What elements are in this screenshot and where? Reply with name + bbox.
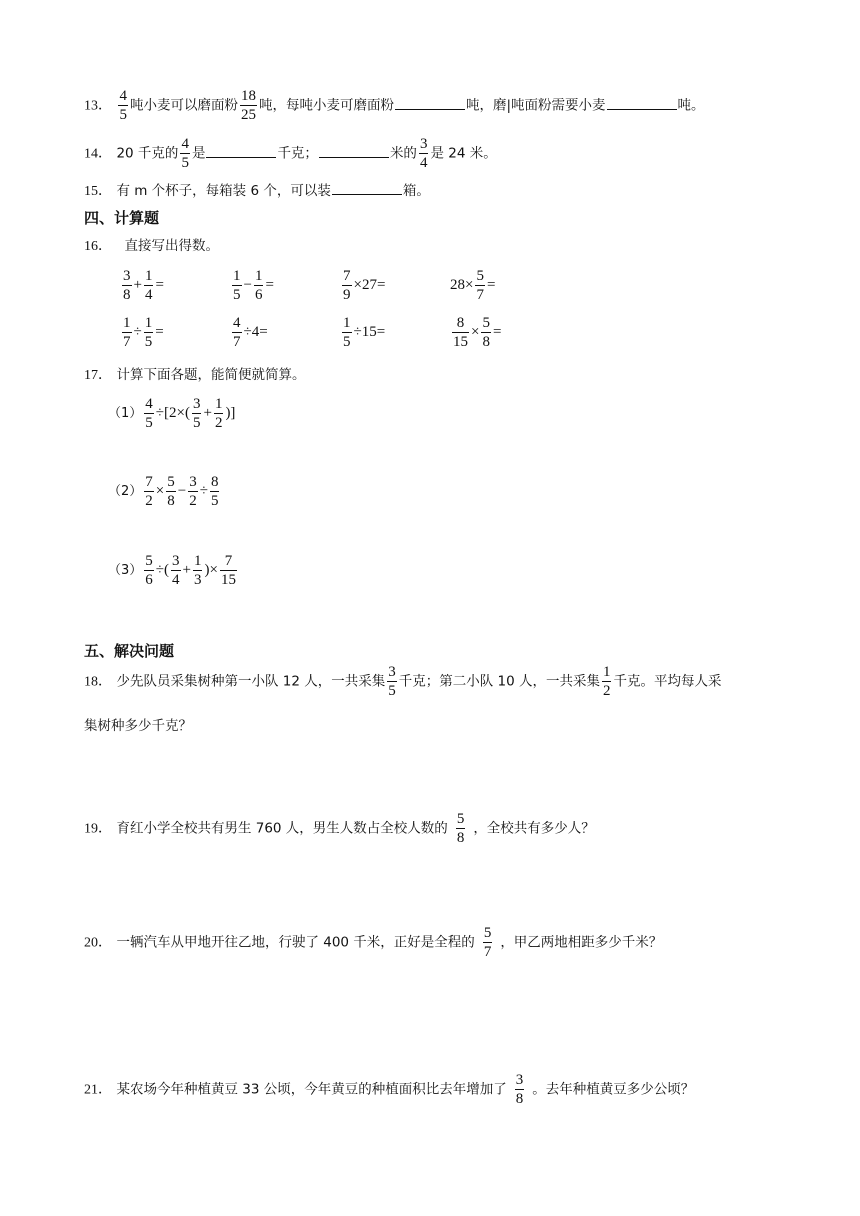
question-number: 16．	[84, 239, 112, 254]
fraction: $\frac{5}{7}$	[483, 925, 492, 960]
calc-problem-3: （3） $\frac{5}{6}$ ÷( $\frac{3}{4}$ + $\frac{1}{3}$ )× $\frac{7}{15}$	[108, 553, 236, 588]
fraction: $\frac{4}{5}$	[119, 88, 127, 123]
fraction: $\frac{4}{5}$	[181, 136, 189, 171]
calc-problem-2: （2） $\frac{7}{2}$ × $\frac{5}{8}$ − $\frac{3}{2}$ ÷ $\frac{8}{5}$	[108, 474, 219, 509]
section-heading: 四、计算题	[84, 209, 160, 227]
question-number: 15．	[84, 184, 112, 199]
fraction: $\frac{18}{25}$	[240, 88, 256, 123]
question-13: 13． $\frac{4}{5}$ 吨小麦可以磨面粉 $\frac{18}{25}$ 吨，每吨小麦可磨面粉 吨，磨|吨面粉需要小麦 吨。	[84, 88, 705, 123]
question-number: 13．	[84, 98, 112, 114]
calc-item: $\frac{4}{7}$ ÷4=	[233, 315, 268, 350]
question-16: 16． 直接写出得数。	[84, 238, 219, 254]
fraction: $\frac{3}{8}$	[515, 1072, 524, 1107]
answer-blank[interactable]	[319, 143, 389, 158]
calc-item: $\frac{3}{8}$ + $\frac{1}{4}$ =	[123, 268, 164, 303]
question-21: 21． 某农场今年种植黄豆 33 公顷，今年黄豆的种植面积比去年增加了 $\frac{3}{8}$ 。去年种植黄豆多少公顷？	[84, 1072, 695, 1107]
fraction: $\frac{1}{2}$	[602, 664, 611, 699]
calc-problem-1: （1） $\frac{4}{5}$ ÷[2×( $\frac{3}{5}$ + $\frac{1}{2}$ )]	[108, 396, 236, 431]
answer-blank[interactable]	[395, 95, 465, 110]
fraction: $\frac{3}{4}$	[419, 136, 428, 171]
answer-blank[interactable]	[206, 143, 276, 158]
question-14: 14． 20 千克的 $\frac{4}{5}$ 是 千克； 米的 $\frac{3}{4}$ 是 24 米。	[84, 136, 497, 171]
question-number: 20．	[84, 935, 112, 951]
calc-item: $\frac{1}{5}$ ÷15=	[343, 315, 386, 350]
question-number: 17．	[84, 368, 112, 383]
question-19: 19． 育红小学全校共有男生 760 人，男生人数占全校人数的 $\frac{5}{8}$ ，全校共有多少人？	[84, 811, 595, 846]
fraction: $\frac{3}{5}$	[388, 664, 396, 699]
answer-blank[interactable]	[332, 180, 402, 195]
calc-item: $\frac{1}{7}$ ÷ $\frac{1}{5}$ =	[123, 315, 164, 350]
question-number: 19．	[84, 821, 112, 837]
question-number: 14．	[84, 146, 112, 162]
question-20: 20． 一辆汽车从甲地开往乙地，行驶了 400 千米，正好是全程的 $\frac{5}{7}$ ，甲乙两地相距多少千米？	[84, 925, 663, 960]
question-number: 18．	[84, 674, 112, 690]
question-18-continued: 集树种多少千克？	[84, 718, 192, 734]
calc-item: 28× $\frac{5}{7}$ =	[450, 268, 496, 303]
question-number: 21．	[84, 1082, 112, 1098]
question-18: 18． 少先队员采集树种第一小队 12 人，一共采集 $\frac{3}{5}$ 千克；第二小队 10 人，一共采集 $\frac{1}{2}$ 千克。平均每人采	[84, 664, 722, 699]
question-15: 15． 有 m 个杯子，每箱装 6 个，可以装 箱。	[84, 180, 430, 202]
fraction: $\frac{5}{8}$	[456, 811, 465, 846]
section-heading: 五、解决问题	[84, 642, 175, 660]
calc-item: $\frac{8}{15}$ × $\frac{5}{8}$ =	[453, 315, 502, 350]
calc-item: $\frac{7}{9}$ ×27=	[343, 268, 386, 303]
answer-blank[interactable]	[607, 95, 677, 110]
calc-item: $\frac{1}{5}$ − $\frac{1}{6}$ =	[233, 268, 274, 303]
question-17: 17． 计算下面各题，能简便就简算。	[84, 367, 306, 383]
